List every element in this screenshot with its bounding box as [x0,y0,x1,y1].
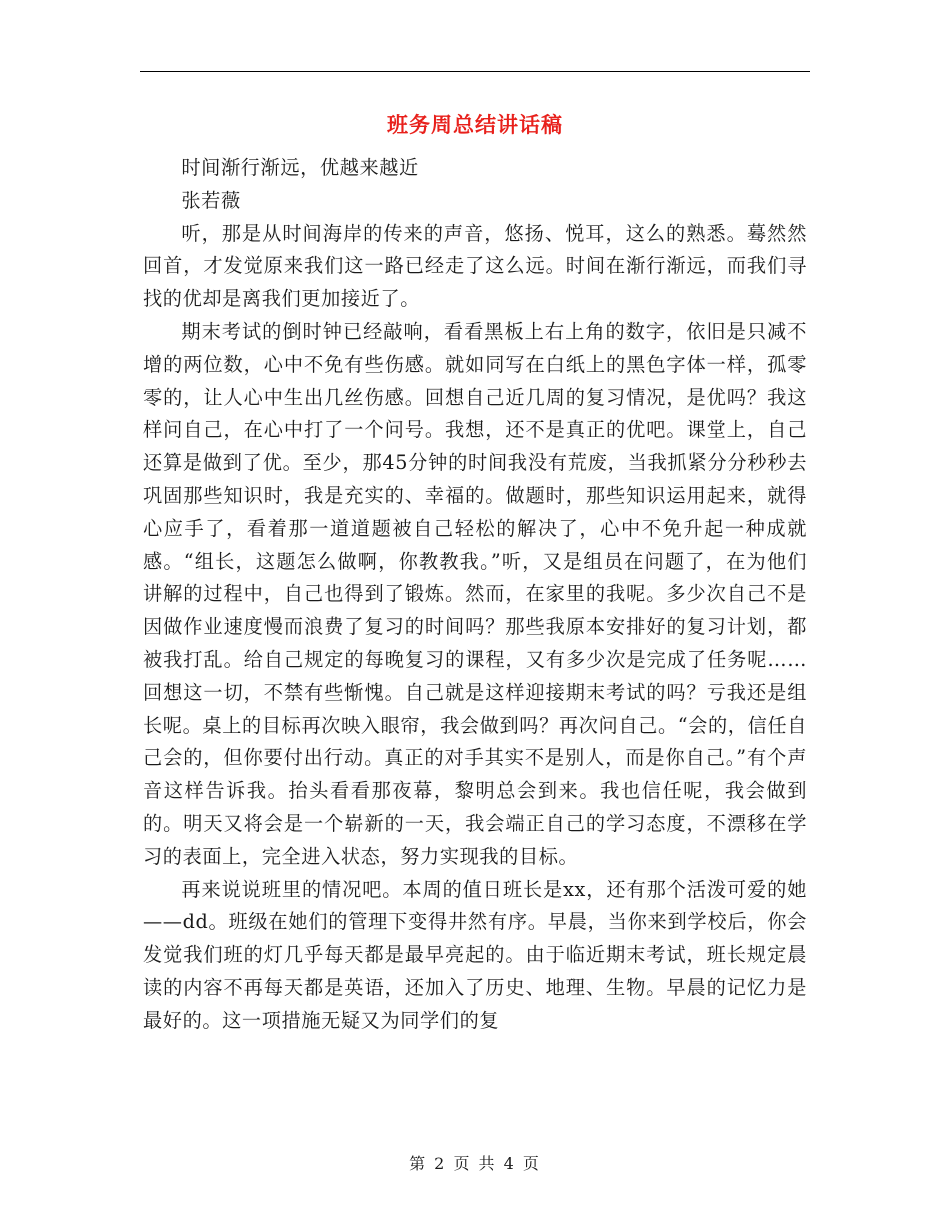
subtitle-paragraph: 时间渐行渐远，优越来越近 [181,156,419,179]
document-body [143,152,807,1038]
document-title: 班务周总结讲话稿 [387,113,563,137]
author-paragraph: 张若薇 [181,188,241,212]
body-paragraph: 听，那是从时间海岸的传来的声音，悠扬、悦耳，这么的熟悉。蓦然然回首，才发觉原来我们这一路已经走了这么远。时间在渐行渐远，而我们寻找的优却是离我们更加接近了。 [143,221,807,311]
page-number-footer: 第 2 页 共 4 页 [409,1154,541,1173]
body-paragraph: 期末考试的倒时钟已经敲响，看看黑板上右上角的数字，依旧是只减不增的两位数，心中不免有些伤感。就如同写在白纸上的黑色字体一样，孤零零的，让人心中生出几丝伤感。回想自己近几周的复习情况，是优吗？我这样问自己，在心中打了一个问号。我想，还不是真正的优吧。课堂上，自己还算是做到了优。至少，那45分钟的时间我没有荒废，当我抓紧分分秒秒去巩固那些知识时，我是充实的、幸福的。做题时，那些知识运用起来，就得心应手了，看着那一道道题被自己轻松的解决了，心中不免升起一种成就感。“组长，这题怎么做啊，你教教我。”听，又是组员在问题了，在为他们讲解的过程中，自己也得到了锻炼。然而，在家里的我呢。多少次自己不是因做作业速度慢而浪费了复习的时间吗？那些我原本安排好的复习计划，都被我打乱。给自己规定的每晚复习的课程，又有多少次是完成了任务呢……回想这一切，不禁有些惭愧。自己就是这样迎接期末考试的吗？亏我还是组长呢。桌上的目标再次映入眼帘，我会做到吗？再次问自己。“会的，信任自己会的，但你要付出行动。真正的对手其实不是别人，而是你自己。”有个声音这样告诉我。抬头看看那夜幕，黎明总会到来。我也信任呢，我会做到的。明天又将会是一个崭新的一天，我会端正自己的学习态度，不漂移在学习的表面上，完全进入状态，努力实现我的目标。 [143,319,807,868]
header-rule [140,71,810,72]
body-paragraph: 再来说说班里的情况吧。本周的值日班长是xx，还有那个活泼可爱的她——dd。班级在她们的管理下变得井然有序。早晨，当你来到学校后，你会发觉我们班的灯几乎每天都是最早亮起的。由于临近期末考试，班长规定晨读的内容不再每天都是英语，还加入了历史、地理、生物。早晨的记忆力是最好的。这一项措施无疑又为同学们的复 [143,877,807,1032]
